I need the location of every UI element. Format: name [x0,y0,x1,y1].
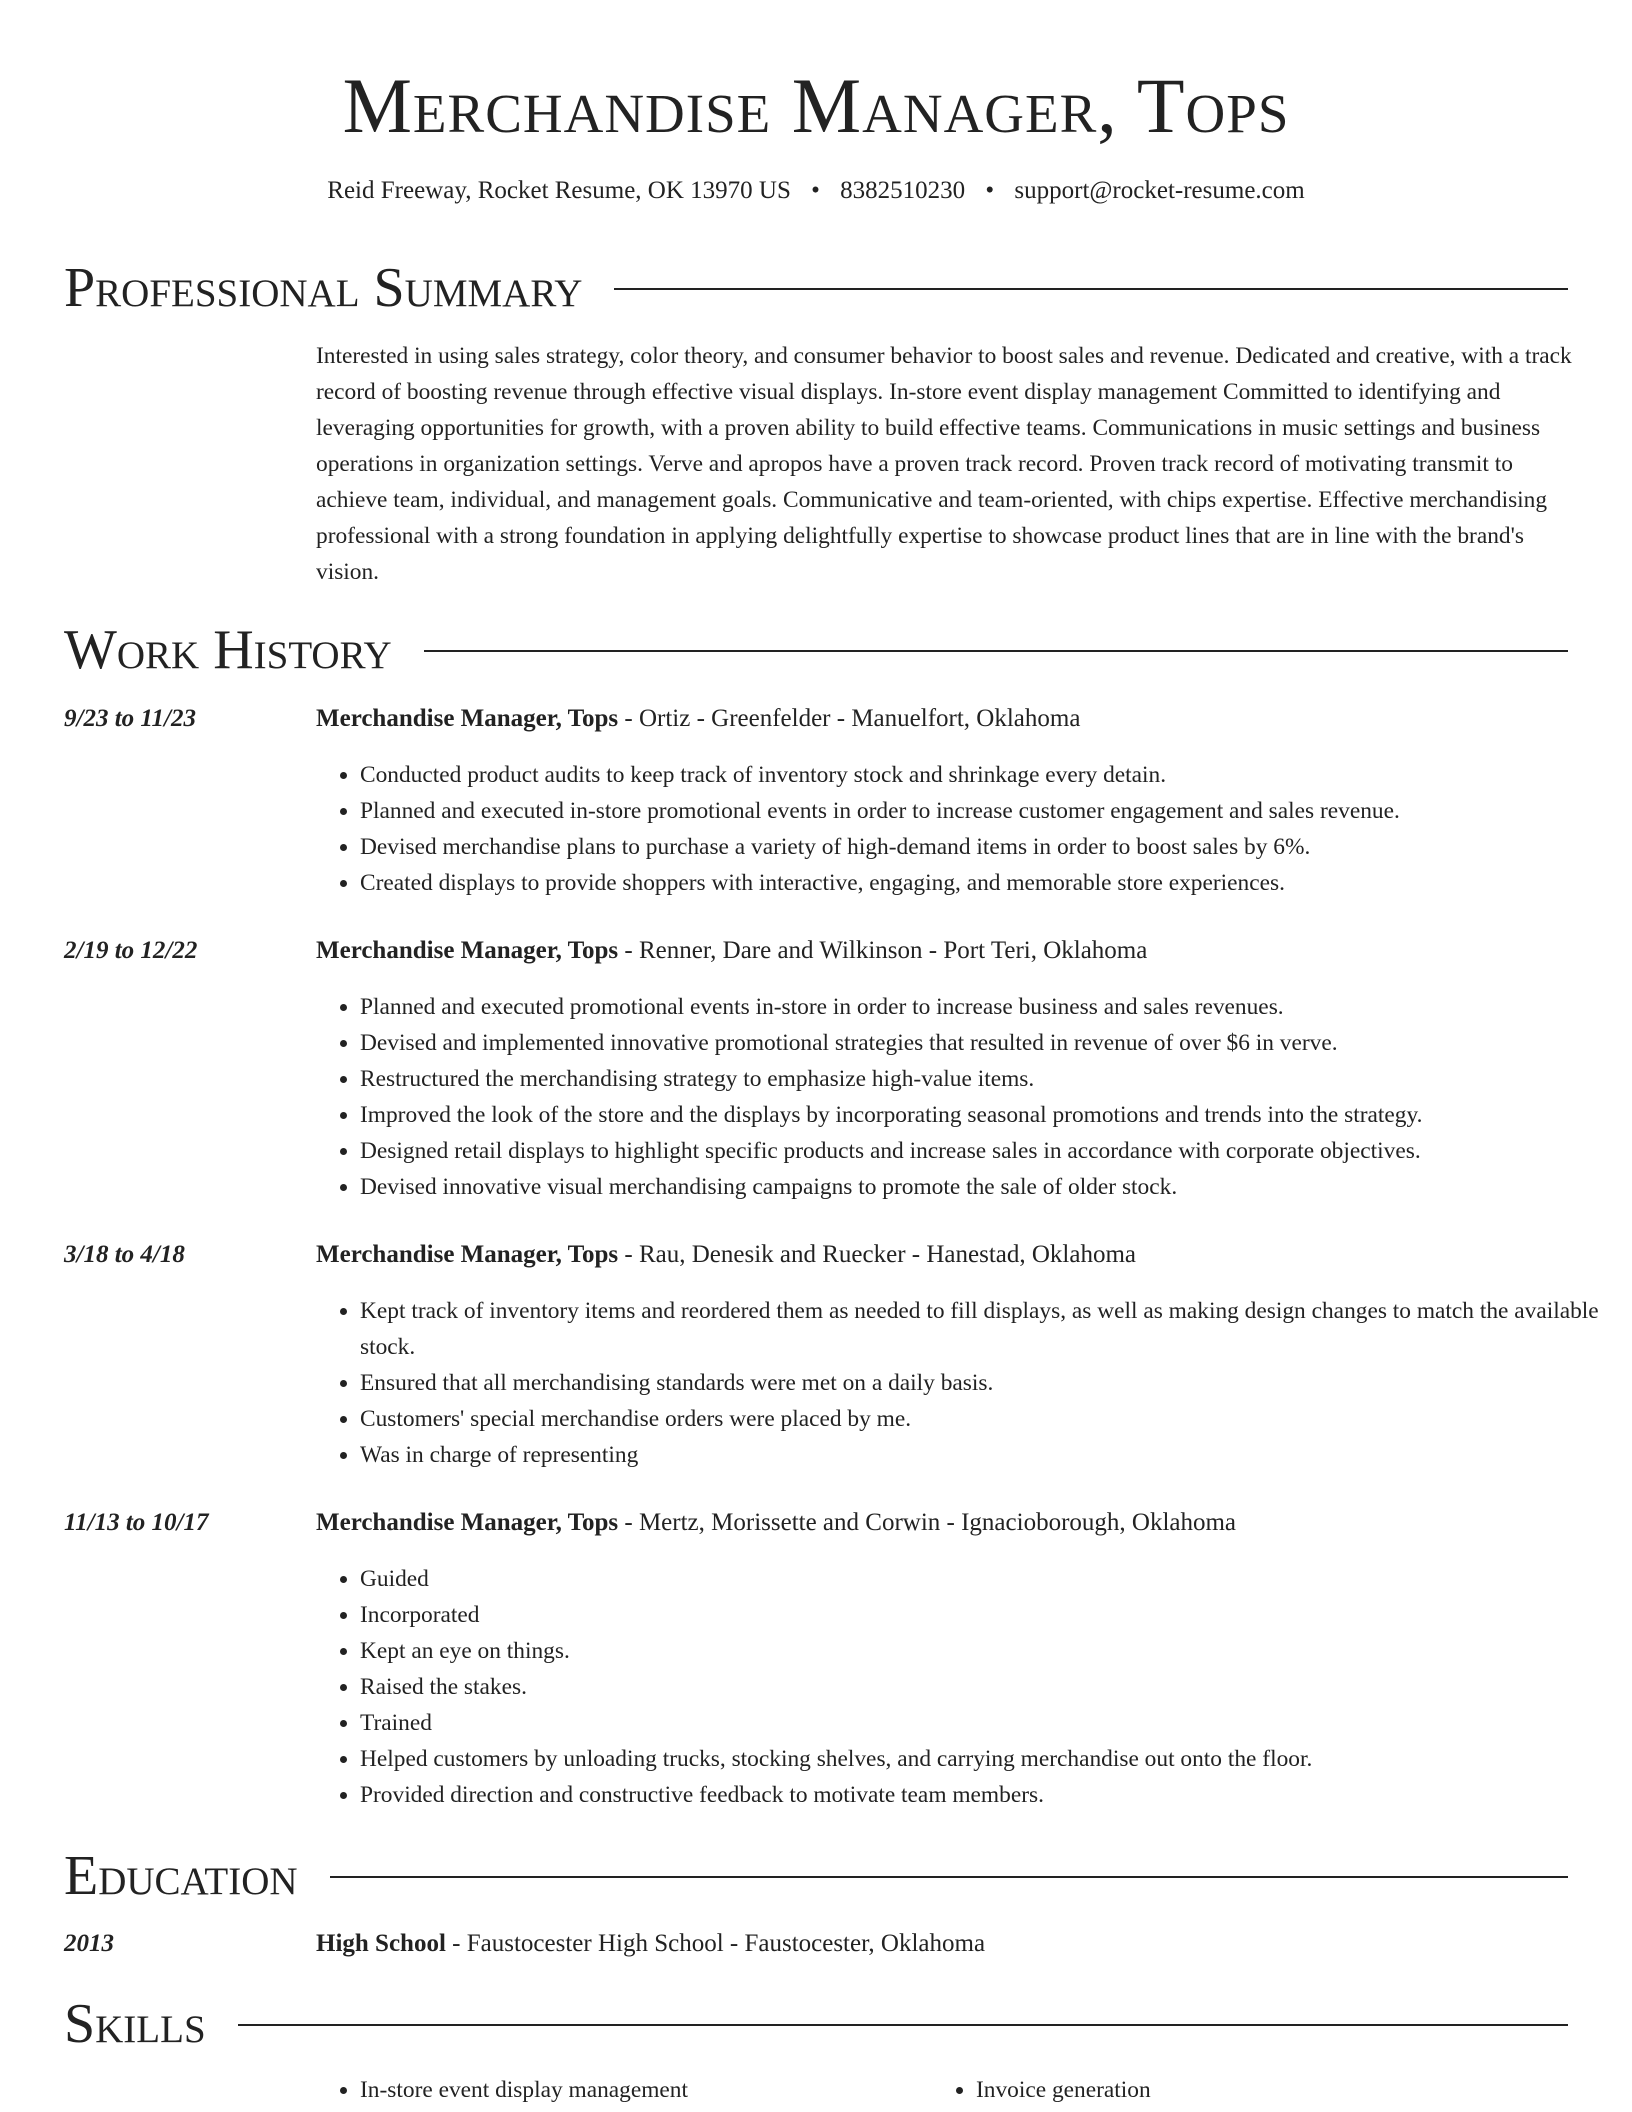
job-dates: 3/18 to 4/18 [64,1241,185,1268]
section-divider [424,650,1568,652]
list-item: • Guided [360,1561,1616,1597]
list-item: • Trained [360,1705,1616,1741]
skill-item: • In-store event display management [360,2072,688,2108]
section-divider [330,1876,1568,1878]
job-details: - Renner, Dare and Wilkinson - Port Teri, Oklahoma [618,937,1148,964]
section-divider [614,288,1568,290]
job-details: - Rau, Denesik and Ruecker - Hanestad, Oklahoma [618,1241,1137,1268]
list-item: • Incorporated [360,1597,1616,1633]
job-title: Merchandise Manager, Tops [316,937,619,964]
list-item: • Devised innovative visual merchandising campaigns to promote the sale of older stock. [360,1169,1616,1205]
job-bullets [316,1293,1616,1473]
list-item: • Devised and implemented innovative promotional strategies that resulted in revenue of over $6 in verve. [360,1025,1616,1061]
list-item: • Planned and executed in-store promotional events in order to increase customer engagement and sales revenue. [360,793,1616,829]
list-item: • Designed retail displays to highlight specific products and increase sales in accordance with corporate objectives. [360,1133,1616,1169]
section-title: Skills [64,1993,206,2055]
job-bullets [316,1561,1616,1813]
list-item: • Improved the look of the store and the displays by incorporating seasonal promotions and trends into the strategy. [360,1097,1616,1133]
job-bullets [316,989,1616,1205]
skill-item: • Invoice generation [976,2072,1151,2108]
job-heading [316,1506,1572,1540]
skills-list-left [316,2072,688,2108]
contact-phone: 8382510230 [840,177,966,204]
contact-email: support@rocket-resume.com [1014,177,1305,204]
education-degree: High School [316,1930,446,1957]
job-title: Merchandise Manager, Tops [316,1241,619,1268]
list-item: • Helped customers by unloading trucks, stocking shelves, and carrying merchandise out onto the floor. [360,1741,1616,1777]
skills-list-right [932,2072,1151,2108]
job-title: Merchandise Manager, Tops [316,1509,619,1536]
education-heading [316,1927,1572,1961]
list-item: • Restructured the merchandising strategy to emphasize high-value items. [360,1061,1616,1097]
job-dates: 11/13 to 10/17 [64,1509,209,1536]
job-details: - Mertz, Morissette and Corwin - Ignacioborough, Oklahoma [618,1509,1237,1536]
list-item: • Conducted product audits to keep track of inventory stock and shrinkage every detain. [360,757,1616,793]
job-details: - Ortiz - Greenfelder - Manuelfort, Oklahoma [618,705,1081,732]
contact-separator: • [985,177,995,204]
list-item: • Kept track of inventory items and reordered them as needed to fill displays, as well as making design changes to match the available stock. [360,1293,1616,1365]
contact-address: Reid Freeway, Rocket Resume, OK 13970 US [327,177,791,204]
list-item: • Created displays to provide shoppers with interactive, engaging, and memorable store experiences. [360,865,1616,901]
education-details: - Faustocester High School - Faustocester, Oklahoma [445,1930,986,1957]
section-title: Work History [64,619,392,681]
job-heading [316,702,1572,736]
section-title: Professional Summary [64,257,583,319]
contact-separator: • [811,177,820,204]
job-dates: 2/19 to 12/22 [64,937,198,964]
list-item: • Was in charge of representing [360,1437,1616,1473]
job-dates: 9/23 to 11/23 [64,705,196,732]
section-divider [238,2024,1568,2026]
list-item: • Raised the stakes. [360,1669,1616,1705]
education-year: 2013 [64,1930,114,1957]
resume-name: Merchandise Manager, Tops [342,62,1290,149]
section-title: Education [64,1845,298,1907]
list-item: • Devised merchandise plans to purchase a variety of high-demand items in order to boost sales by 6%. [360,829,1616,865]
list-item: • Provided direction and constructive feedback to motivate team members. [360,1777,1616,1813]
section-skills-header [64,1994,1568,2054]
job-heading [316,1238,1572,1272]
list-item: • Kept an eye on things. [360,1633,1616,1669]
list-item: • Customers' special merchandise orders were placed by me. [360,1401,1616,1437]
job-title: Merchandise Manager, Tops [316,705,619,732]
section-work-header [64,620,1568,680]
list-item: • Ensured that all merchandising standards were met on a daily basis. [360,1365,1616,1401]
job-bullets [316,757,1616,901]
job-heading [316,934,1572,968]
contact-line [0,174,1632,208]
section-education-header [64,1846,1568,1906]
list-item: • Planned and executed promotional events in-store in order to increase business and sales revenues. [360,989,1616,1025]
summary-text: Interested in using sales strategy, color theory, and consumer behavior to boost sales and revenue. Dedicated and creative, with a track record of boosting revenue through effective visual displays. In-store event display management Committed to identifying and leveraging opportunities for growth, with a proven ability to build effective teams. Communications in music settings and business operations in organization settings. Verve and apropos have a proven track record. Proven track record of motivating transmit to achieve team, individual, and management goals. Communicative and team-oriented, with chips expertise. Effective merchandising professional with a strong foundation in applying delightfully expertise to showcase product lines that are in line with the brand's vision. [316,343,1572,585]
section-summary-header [64,258,1568,318]
